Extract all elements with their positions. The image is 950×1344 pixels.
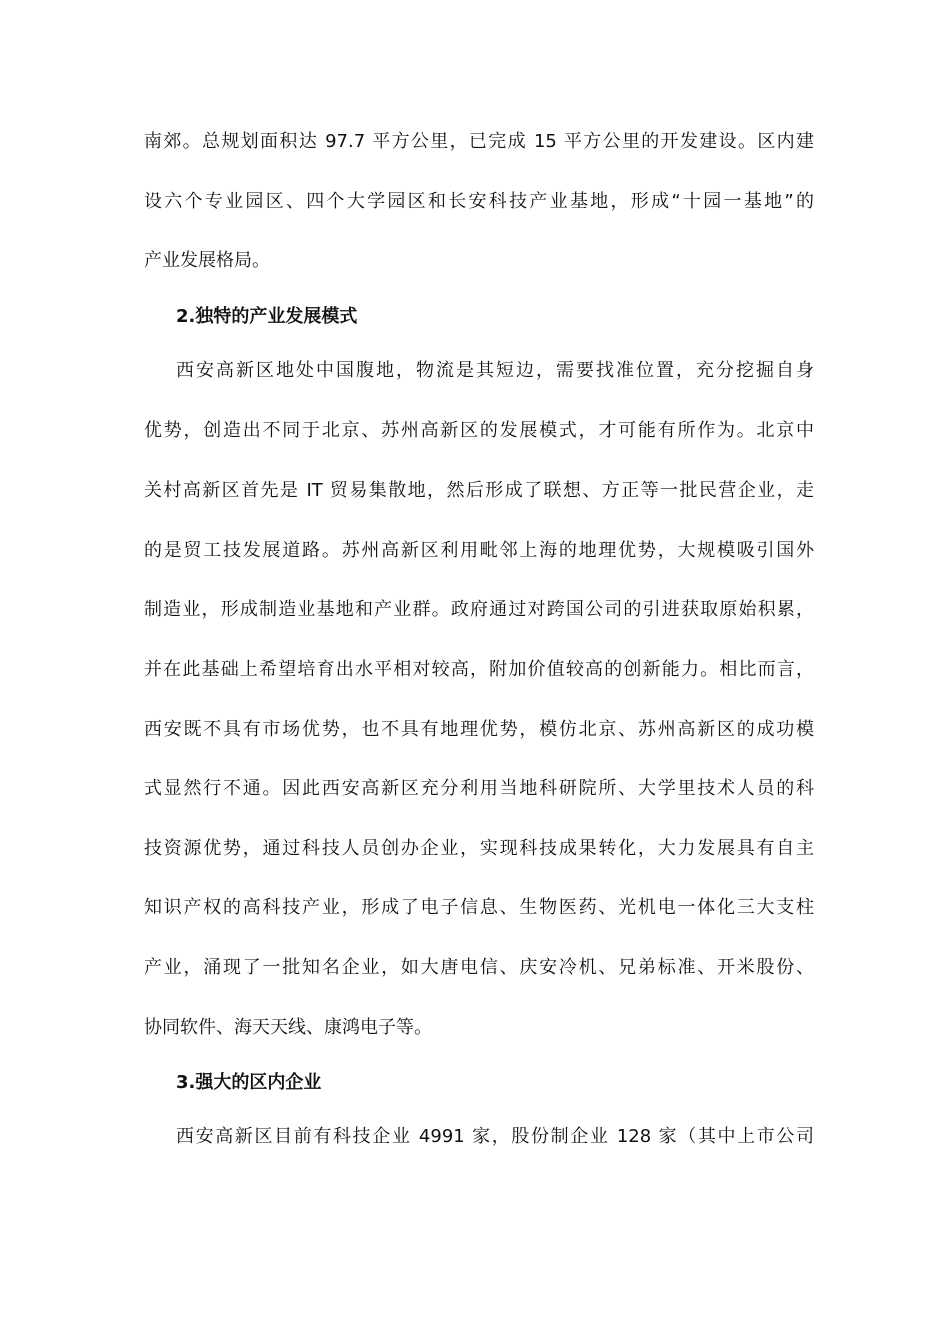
paragraph-2-line-5: 制造业，形成制造业基地和产业群。政府通过对跨国公司的引进获取原始积累，	[144, 599, 814, 620]
paragraph-2-line-4: 的是贸工技发展道路。苏州高新区利用毗邻上海的地理优势，大规模吸引国外	[144, 540, 814, 561]
paragraph-1-line-3: 产业发展格局。	[144, 250, 270, 271]
paragraph-2-line-3: 关村高新区首先是 IT 贸易集散地，然后形成了联想、方正等一批民营企业，走	[144, 480, 814, 501]
paragraph-2-line-1: 西安高新区地处中国腹地，物流是其短边，需要找准位置，充分挖掘自身	[176, 360, 814, 381]
paragraph-2-line-2: 优势，创造出不同于北京、苏州高新区的发展模式，才可能有所作为。北京中	[144, 420, 814, 441]
paragraph-2-line-9: 技资源优势，通过科技人员创办企业，实现科技成果转化，大力发展具有自主	[144, 838, 814, 859]
paragraph-1-line-1: 南郊。总规划面积达 97.7 平方公里，已完成 15 平方公里的开发建设。区内建	[144, 131, 814, 152]
paragraph-1-line-2: 设六个专业园区、四个大学园区和长安科技产业基地，形成“十园一基地”的	[144, 191, 814, 212]
paragraph-2-line-12: 协同软件、海天天线、康鸿电子等。	[144, 1017, 432, 1038]
paragraph-2-line-7: 西安既不具有市场优势，也不具有地理优势，模仿北京、苏州高新区的成功模	[144, 719, 814, 740]
paragraph-2-line-8: 式显然行不通。因此西安高新区充分利用当地科研院所、大学里技术人员的科	[144, 778, 814, 799]
section-heading-3: 3.强大的区内企业	[176, 1072, 322, 1093]
paragraph-2-line-11: 产业，涌现了一批知名企业，如大唐电信、庆安冷机、兄弟标准、开米股份、	[144, 957, 814, 978]
paragraph-2-line-10: 知识产权的高科技产业，形成了电子信息、生物医药、光机电一体化三大支柱	[144, 897, 814, 918]
paragraph-3-line-1: 西安高新区目前有科技企业 4991 家，股份制企业 128 家（其中上市公司	[176, 1126, 814, 1147]
section-heading-2: 2.独特的产业发展模式	[176, 306, 358, 327]
paragraph-2-line-6: 并在此基础上希望培育出水平相对较高，附加价值较高的创新能力。相比而言，	[144, 659, 814, 680]
